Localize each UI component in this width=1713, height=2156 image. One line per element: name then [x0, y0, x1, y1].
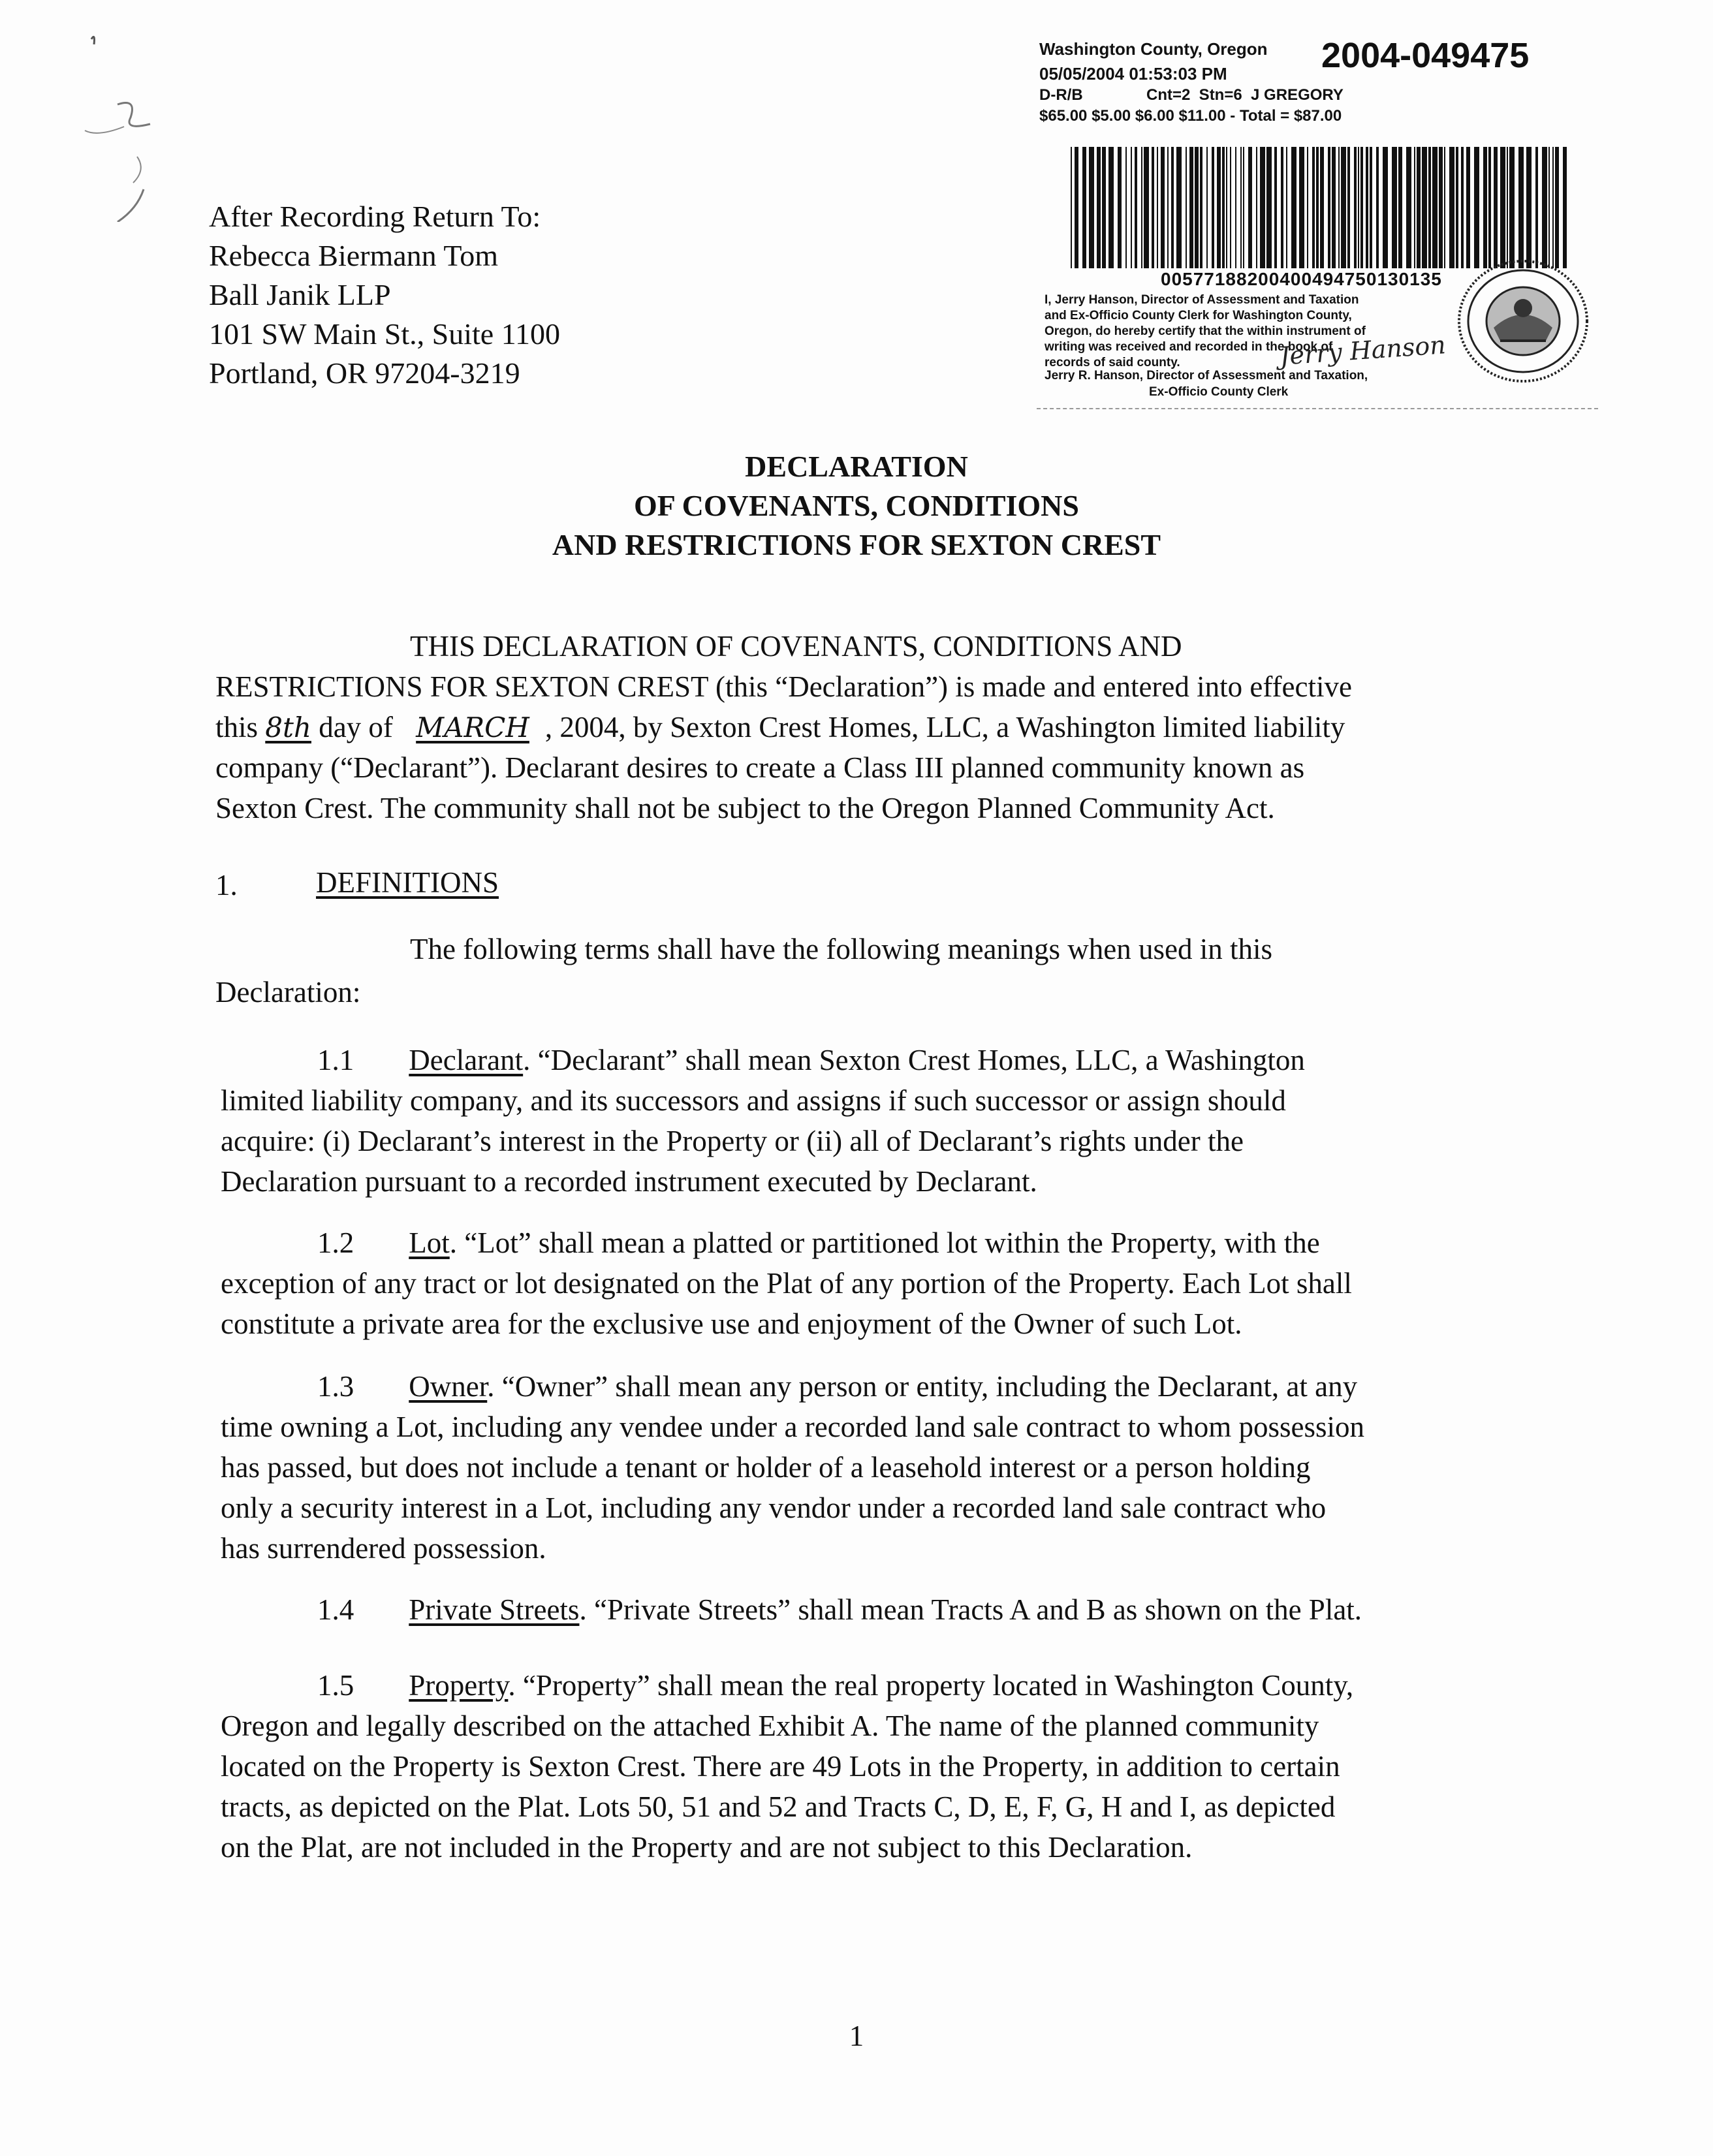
definition-number: 1.5	[317, 1669, 354, 1702]
barcode-bar	[1266, 147, 1272, 268]
barcode-bar	[1432, 147, 1438, 268]
barcode-bar	[1089, 147, 1094, 268]
cert-line: and Ex-Officio County Clerk for Washington County,	[1045, 309, 1352, 322]
definition-term: Owner	[409, 1370, 488, 1403]
barcode-bar	[1125, 147, 1127, 268]
barcode-bar	[1157, 147, 1158, 268]
clerk-title-line: Ex-Officio County Clerk	[1149, 385, 1289, 399]
intro-text: , 2004, by Sexton Crest Homes, LLC, a Washington limited liability	[544, 711, 1345, 743]
definition-text: . “Lot” shall mean a platted or partitioned lot within the Property, with the	[449, 1226, 1320, 1259]
definition-number: 1.3	[317, 1370, 354, 1403]
barcode-bar	[1555, 147, 1559, 268]
barcode-bar	[1235, 147, 1236, 268]
barcode-bar	[1281, 147, 1283, 268]
barcode-bar	[1316, 147, 1319, 268]
definition-number: 1.2	[317, 1226, 354, 1259]
barcode-bar	[1312, 147, 1315, 268]
barcode-bar	[1414, 147, 1415, 268]
barcode-bar	[1488, 147, 1491, 268]
barcode-bar	[1526, 147, 1532, 268]
handwritten-day: 8th	[265, 711, 311, 743]
barcode-bar	[1299, 147, 1304, 268]
definition-item	[317, 1226, 1320, 1260]
definition-line: tracts, as depicted on the Plat. Lots 50, 51 and 52 and Tracts C, D, E, F, G, H and I, as depicted	[221, 1790, 1336, 1823]
barcode-bar	[1563, 147, 1567, 268]
barcode-bar	[1417, 147, 1421, 268]
barcode-bar	[1392, 147, 1397, 268]
barcode-bar	[1286, 147, 1287, 268]
barcode-bar	[1548, 147, 1550, 268]
barcode-bar	[1444, 147, 1445, 268]
county-seal-icon	[1454, 256, 1592, 386]
definition-text: . “Property” shall mean the real property located in Washington County,	[508, 1669, 1354, 1702]
barcode-bar	[1518, 147, 1524, 268]
return-line: Ball Janik LLP	[209, 278, 391, 311]
barcode-bar	[1206, 147, 1208, 268]
definition-line: located on the Property is Sexton Crest. There are 49 Lots in the Property, in addition to certain	[221, 1750, 1340, 1783]
definition-line: time owning a Lot, including any vendee under a recorded land sale contract to whom possession	[221, 1411, 1365, 1443]
definition-line: has surrendered possession.	[221, 1532, 546, 1565]
barcode-bar	[1338, 147, 1340, 268]
barcode-bar	[1366, 147, 1368, 268]
section-lead: The following terms shall have the following meanings when used in this	[410, 933, 1273, 965]
barcode-bar	[1226, 147, 1227, 268]
recording-datetime: 05/05/2004 01:53:03 PM	[1039, 64, 1227, 84]
definition-line: only a security interest in a Lot, including any vendor under a recorded land sale contract who	[221, 1492, 1327, 1524]
definition-item	[317, 1593, 1362, 1627]
intro-line-date	[215, 710, 1345, 744]
barcode-bar	[1248, 147, 1252, 268]
barcode-bar	[1240, 147, 1242, 268]
return-line: 101 SW Main St., Suite 1100	[209, 317, 560, 351]
barcode-bar	[1141, 147, 1142, 268]
barcode-bar	[1376, 147, 1379, 268]
section-number: 1.	[215, 869, 238, 901]
recording-stamp	[1037, 36, 1598, 424]
title-line-1: DECLARATION	[745, 450, 968, 483]
barcode-bar	[1439, 147, 1443, 268]
barcode-number: 00577188200400494750130135	[1161, 269, 1442, 289]
definition-item	[317, 1668, 1353, 1702]
barcode-bar	[1167, 147, 1169, 268]
barcode-bar	[1358, 147, 1359, 268]
clerk-name-line: Jerry R. Hanson, Director of Assessment and Taxation,	[1045, 369, 1368, 383]
barcode-bar	[1274, 147, 1277, 268]
barcode-bar	[1328, 147, 1330, 268]
barcode-bar	[1509, 147, 1515, 268]
barcode-bar	[1212, 147, 1214, 268]
definition-line: constitute a private area for the exclusive use and enjoyment of the Owner of such Lot.	[221, 1307, 1242, 1340]
definition-term: Declarant	[409, 1044, 524, 1076]
barcode-bar	[1483, 147, 1487, 268]
handwritten-month: MARCH	[416, 711, 529, 743]
barcode-bar	[1291, 147, 1297, 268]
barcode-bar	[1449, 147, 1454, 268]
barcode-bar	[1383, 147, 1388, 268]
barcode-bar	[1466, 147, 1470, 268]
intro-line: company (“Declarant”). Declarant desires to create a Class III planned community known as	[215, 751, 1305, 784]
definition-line: has passed, but does not include a tenant or holder of a leasehold interest or a person holding	[221, 1451, 1311, 1484]
barcode-bar	[1341, 147, 1346, 268]
return-line: Portland, OR 97204-3219	[209, 356, 520, 390]
barcode-bar	[1307, 147, 1308, 268]
intro-text: this	[215, 711, 259, 743]
barcode-bar	[1370, 147, 1372, 268]
title-line-2: OF COVENANTS, CONDITIONS	[633, 489, 1079, 522]
cert-line: writing was received and recorded in the book of	[1045, 340, 1333, 354]
barcode-bar	[1118, 147, 1122, 268]
definition-term: Lot	[409, 1226, 450, 1259]
barcode	[1071, 147, 1567, 268]
definition-text: . “Declarant” shall mean Sexton Crest Homes, LLC, a Washington	[523, 1044, 1305, 1076]
definition-line: exception of any tract or lot designated on the Plat of any portion of the Property. Each Lot shall	[221, 1267, 1352, 1300]
definition-item	[317, 1369, 1357, 1403]
document-number: 2004-049475	[1321, 36, 1530, 75]
barcode-bar	[1474, 147, 1479, 268]
stamp-fees: $65.00 $5.00 $6.00 $11.00 - Total = $87.00	[1039, 107, 1342, 125]
barcode-bar	[1354, 147, 1357, 268]
barcode-bar	[1398, 147, 1402, 268]
barcode-bar	[1082, 147, 1086, 268]
barcode-bar	[1428, 147, 1431, 268]
barcode-bar	[1542, 147, 1547, 268]
definition-number: 1.1	[317, 1044, 354, 1076]
cert-line: I, Jerry Hanson, Director of Assessment and Taxation	[1045, 293, 1359, 307]
barcode-bar	[1500, 147, 1505, 268]
barcode-bar	[1075, 147, 1078, 268]
definition-text: . “Private Streets” shall mean Tracts A and B as shown on the Plat.	[579, 1593, 1362, 1626]
barcode-bar	[1552, 147, 1554, 268]
intro-line: RESTRICTIONS FOR SEXTON CREST (this “Declaration”) is made and entered into effective	[215, 670, 1352, 703]
cert-line: Oregon, do hereby certify that the within instrument of	[1045, 324, 1366, 338]
barcode-bar	[1161, 147, 1165, 268]
barcode-bar	[1222, 147, 1225, 268]
barcode-bar	[1347, 147, 1350, 268]
definition-line: on the Plat, are not included in the Property and are not subject to this Declaration.	[221, 1831, 1193, 1864]
section-lead: Declaration:	[215, 976, 361, 1008]
stamp-divider	[1037, 408, 1598, 409]
definition-line: acquire: (i) Declarant’s interest in the Property or (ii) all of Declarant’s rights under the	[221, 1125, 1244, 1157]
page-number: 1	[849, 2020, 864, 2052]
barcode-bar	[1332, 147, 1336, 268]
barcode-bar	[1135, 147, 1137, 268]
barcode-bar	[1186, 147, 1187, 268]
intro-line: Sexton Crest. The community shall not be subject to the Oregon Planned Community Act.	[215, 792, 1275, 824]
definition-text: . “Owner” shall mean any person or entity, including the Declarant, at any	[487, 1370, 1358, 1403]
barcode-bar	[1456, 147, 1458, 268]
barcode-bar	[1200, 147, 1202, 268]
definition-item	[317, 1043, 1305, 1077]
return-line: Rebecca Biermann Tom	[209, 239, 498, 272]
barcode-bar	[1507, 147, 1508, 268]
barcode-bar	[1494, 147, 1498, 268]
barcode-bar	[1195, 147, 1199, 268]
barcode-bar	[1260, 147, 1265, 268]
barcode-bar	[1102, 147, 1106, 268]
definition-term: Private Streets	[409, 1593, 580, 1626]
barcode-bar	[1108, 147, 1114, 268]
barcode-bar	[1243, 147, 1244, 268]
barcode-bar	[1144, 147, 1149, 268]
barcode-bar	[1152, 147, 1154, 268]
barcode-bar	[1406, 147, 1411, 268]
barcode-bar	[1320, 147, 1324, 268]
stamp-codes: D-R/B	[1039, 86, 1083, 104]
barcode-bar	[1230, 147, 1231, 268]
barcode-bar	[1461, 147, 1464, 268]
margin-scribble	[39, 26, 183, 222]
clerk-signature: Jerry Hanson	[1278, 330, 1447, 371]
return-address	[209, 197, 560, 393]
definition-number: 1.4	[317, 1593, 354, 1626]
barcode-bar	[1256, 147, 1257, 268]
definition-line: Oregon and legally described on the attached Exhibit A. The name of the planned community	[221, 1710, 1319, 1742]
barcode-bar	[1176, 147, 1182, 268]
cert-line: records of said county.	[1045, 356, 1180, 369]
barcode-bar	[1535, 147, 1538, 268]
barcode-bar	[1422, 147, 1427, 268]
definition-term: Property	[409, 1669, 509, 1702]
return-heading: After Recording Return To:	[209, 200, 541, 233]
stamp-county: Washington County, Oregon	[1039, 39, 1268, 59]
definition-line: limited liability company, and its successors and assigns if such successor or assign should	[221, 1084, 1286, 1117]
barcode-bar	[1131, 147, 1132, 268]
barcode-bar	[1217, 147, 1221, 268]
title-line-3: AND RESTRICTIONS FOR SEXTON CREST	[552, 528, 1161, 561]
definition-line: Declaration pursuant to a recorded instrument executed by Declarant.	[221, 1165, 1037, 1198]
barcode-bar	[1071, 147, 1072, 268]
barcode-bar	[1097, 147, 1101, 268]
barcode-bar	[1360, 147, 1363, 268]
barcode-bar	[1189, 147, 1193, 268]
intro-text: day of	[319, 711, 393, 743]
barcode-bar	[1171, 147, 1174, 268]
stamp-count-line: Cnt=2 Stn=6 J GREGORY	[1146, 86, 1344, 104]
section-heading: DEFINITIONS	[316, 866, 499, 899]
intro-line: THIS DECLARATION OF COVENANTS, CONDITIONS AND	[410, 630, 1182, 663]
